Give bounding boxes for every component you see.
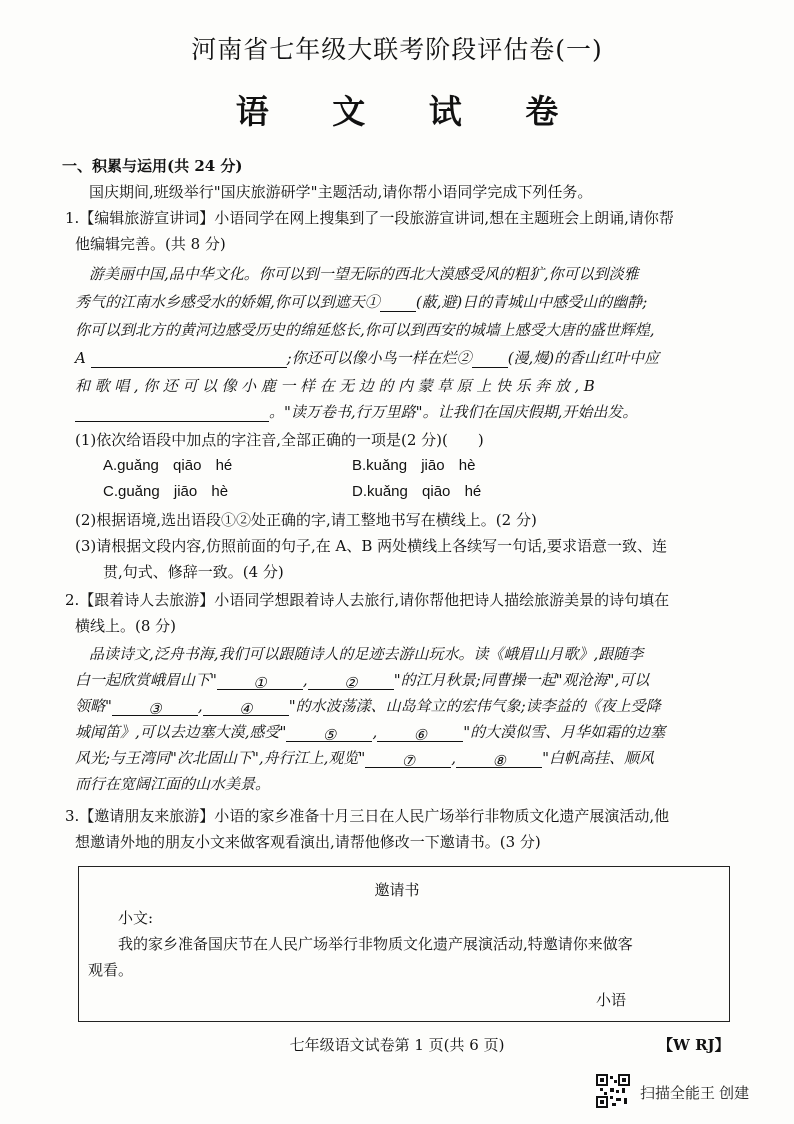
blank-b[interactable] bbox=[75, 405, 269, 422]
page-footer: 七年级语文试卷第 1 页(共 6 页) bbox=[289, 1036, 505, 1054]
qr-code-icon bbox=[596, 1074, 630, 1108]
q2-passage-line3: 领略" ③ , ④ "的水波荡漾、山岛耸立的宏伟气象;读李益的《夜上受降 bbox=[75, 697, 661, 718]
q1-prompt-line1: 1.【编辑旅游宣讲词】小语同学在网上搜集到了一段旅游宣讲词,想在主题班会上朗诵,请你帮 bbox=[65, 209, 674, 227]
option-c[interactable]: C.guǎng jiāo hè bbox=[103, 483, 229, 500]
invitation-body-line1: 我的家乡准备国庆节在人民广场举行非物质文化遗产展演活动,特邀请你来做客 bbox=[118, 935, 633, 953]
q3-prompt-line1: 3.【邀请朋友来旅游】小语的家乡准备十月三日在人民广场举行非物质文化遗产展演活动,他 bbox=[65, 807, 670, 825]
q1-sub1: (1)依次给语段中加点的字注音,全部正确的一项是(2 分)( ) bbox=[75, 431, 484, 449]
q1-passage-line6: 。"读万卷书,行万里路"。让我们在国庆假期,开始出发。 bbox=[75, 402, 637, 422]
scanner-watermark: 扫描全能王 创建 bbox=[640, 1085, 750, 1102]
section-intro: 国庆期间,班级举行"国庆旅游研学"主题活动,请你帮小语同学完成下列任务。 bbox=[89, 183, 593, 201]
q2-passage-line5: 风光;与王湾同"次北固山下",舟行江上,观览" ⑦ , ⑧ "白帆高挂、顺风 bbox=[75, 749, 654, 770]
q1-dotted-word: 粗犷 bbox=[513, 265, 544, 283]
option-b[interactable]: B.kuǎng jiāo hè bbox=[352, 457, 476, 474]
blank-a[interactable] bbox=[91, 351, 287, 368]
invitation-title: 邀请书 bbox=[374, 881, 420, 899]
q2-prompt-line2: 横线上。(8 分) bbox=[75, 617, 177, 635]
invitation-body-line2: 观看。 bbox=[88, 961, 134, 979]
q1-dotted-he: 和 bbox=[75, 377, 95, 395]
poem-blank-4[interactable]: ④ bbox=[203, 699, 289, 716]
section-heading: 一、积累与运用(共 24 分) bbox=[62, 157, 243, 175]
q2-passage-line2: 白一起欣赏峨眉山下" ① , ② "的江月秋景;同曹操一起"观沧海",可以 bbox=[75, 671, 650, 692]
q1-prompt-line2: 他编辑完善。(共 8 分) bbox=[75, 235, 226, 253]
q1-sub3-line1: (3)请根据文段内容,仿照前面的句子,在 A、B 两处横线上各续写一句话,要求语意一致、连 bbox=[75, 537, 667, 555]
subject-title: 语 文 试 卷 bbox=[235, 92, 585, 131]
poem-blank-8[interactable]: ⑧ bbox=[456, 751, 542, 768]
q3-prompt-line2: 想邀请外地的朋友小文来做客观看演出,请帮他修改一下邀请书。(3 分) bbox=[75, 833, 541, 851]
poem-blank-2[interactable]: ② bbox=[308, 673, 394, 690]
q2-passage-line6: 而行在宽阔江面的山水美景。 bbox=[75, 775, 271, 793]
q2-passage-line1: 品读诗文,泛舟书海,我们可以跟随诗人的足迹去游山玩水。读《峨眉山月歌》,跟随李 bbox=[89, 645, 644, 663]
q2-passage-line4: 城闻笛》,可以去边塞大漠,感受" ⑤ , ⑥ "的大漠似雪、月华如霜的边塞 bbox=[75, 723, 666, 744]
q1-passage-line1: 游美丽中国,品中华文化。你可以到一望无际的西北大漠感受风的粗犷,你可以到淡雅 bbox=[89, 265, 639, 283]
q1-sub2: (2)根据语境,选出语段①②处正确的字,请工整地书写在横线上。(2 分) bbox=[75, 511, 537, 529]
invitation-greeting: 小文: bbox=[118, 909, 154, 927]
option-d[interactable]: D.kuǎng qiāo hé bbox=[352, 483, 482, 500]
poem-blank-7[interactable]: ⑦ bbox=[365, 751, 451, 768]
q1-passage-line5: 和歌唱,你还可以像小鹿一样在无边的内蒙草原上快乐奔放,B bbox=[75, 377, 600, 395]
poem-blank-3[interactable]: ③ bbox=[112, 699, 198, 716]
q1-passage-line2: 秀气的江南水乡感受水的娇媚,你可以到遮天① (蔽,避)日的青城山中感受山的幽静; bbox=[75, 293, 648, 311]
invitation-signature: 小语 bbox=[596, 991, 627, 1009]
poem-blank-1[interactable]: ① bbox=[217, 673, 303, 690]
poem-blank-6[interactable]: ⑥ bbox=[377, 725, 463, 742]
q1-passage-line4: A ;你还可以像小鸟一样在烂② (漫,熳)的香山红叶中应 bbox=[75, 349, 660, 367]
option-a[interactable]: A.guǎng qiāo hé bbox=[103, 457, 233, 474]
exam-title: 河南省七年级大联考阶段评估卷(一) bbox=[191, 35, 603, 64]
edition-tag: 【W RJ】 bbox=[658, 1036, 730, 1054]
q1-passage-line3: 你可以到北方的黄河边感受历史的绵延悠长,你可以到西安的城墙上感受大唐的盛世辉煌, bbox=[75, 321, 655, 339]
q2-prompt-line1: 2.【跟着诗人去旅游】小语同学想跟着诗人去旅行,请你帮他把诗人描绘旅游美景的诗句填在 bbox=[65, 591, 670, 609]
poem-blank-5[interactable]: ⑤ bbox=[286, 725, 372, 742]
blank-2[interactable] bbox=[472, 351, 508, 368]
blank-1[interactable] bbox=[380, 295, 416, 312]
q1-sub3-line2: 贯,句式、修辞一致。(4 分) bbox=[103, 563, 284, 581]
